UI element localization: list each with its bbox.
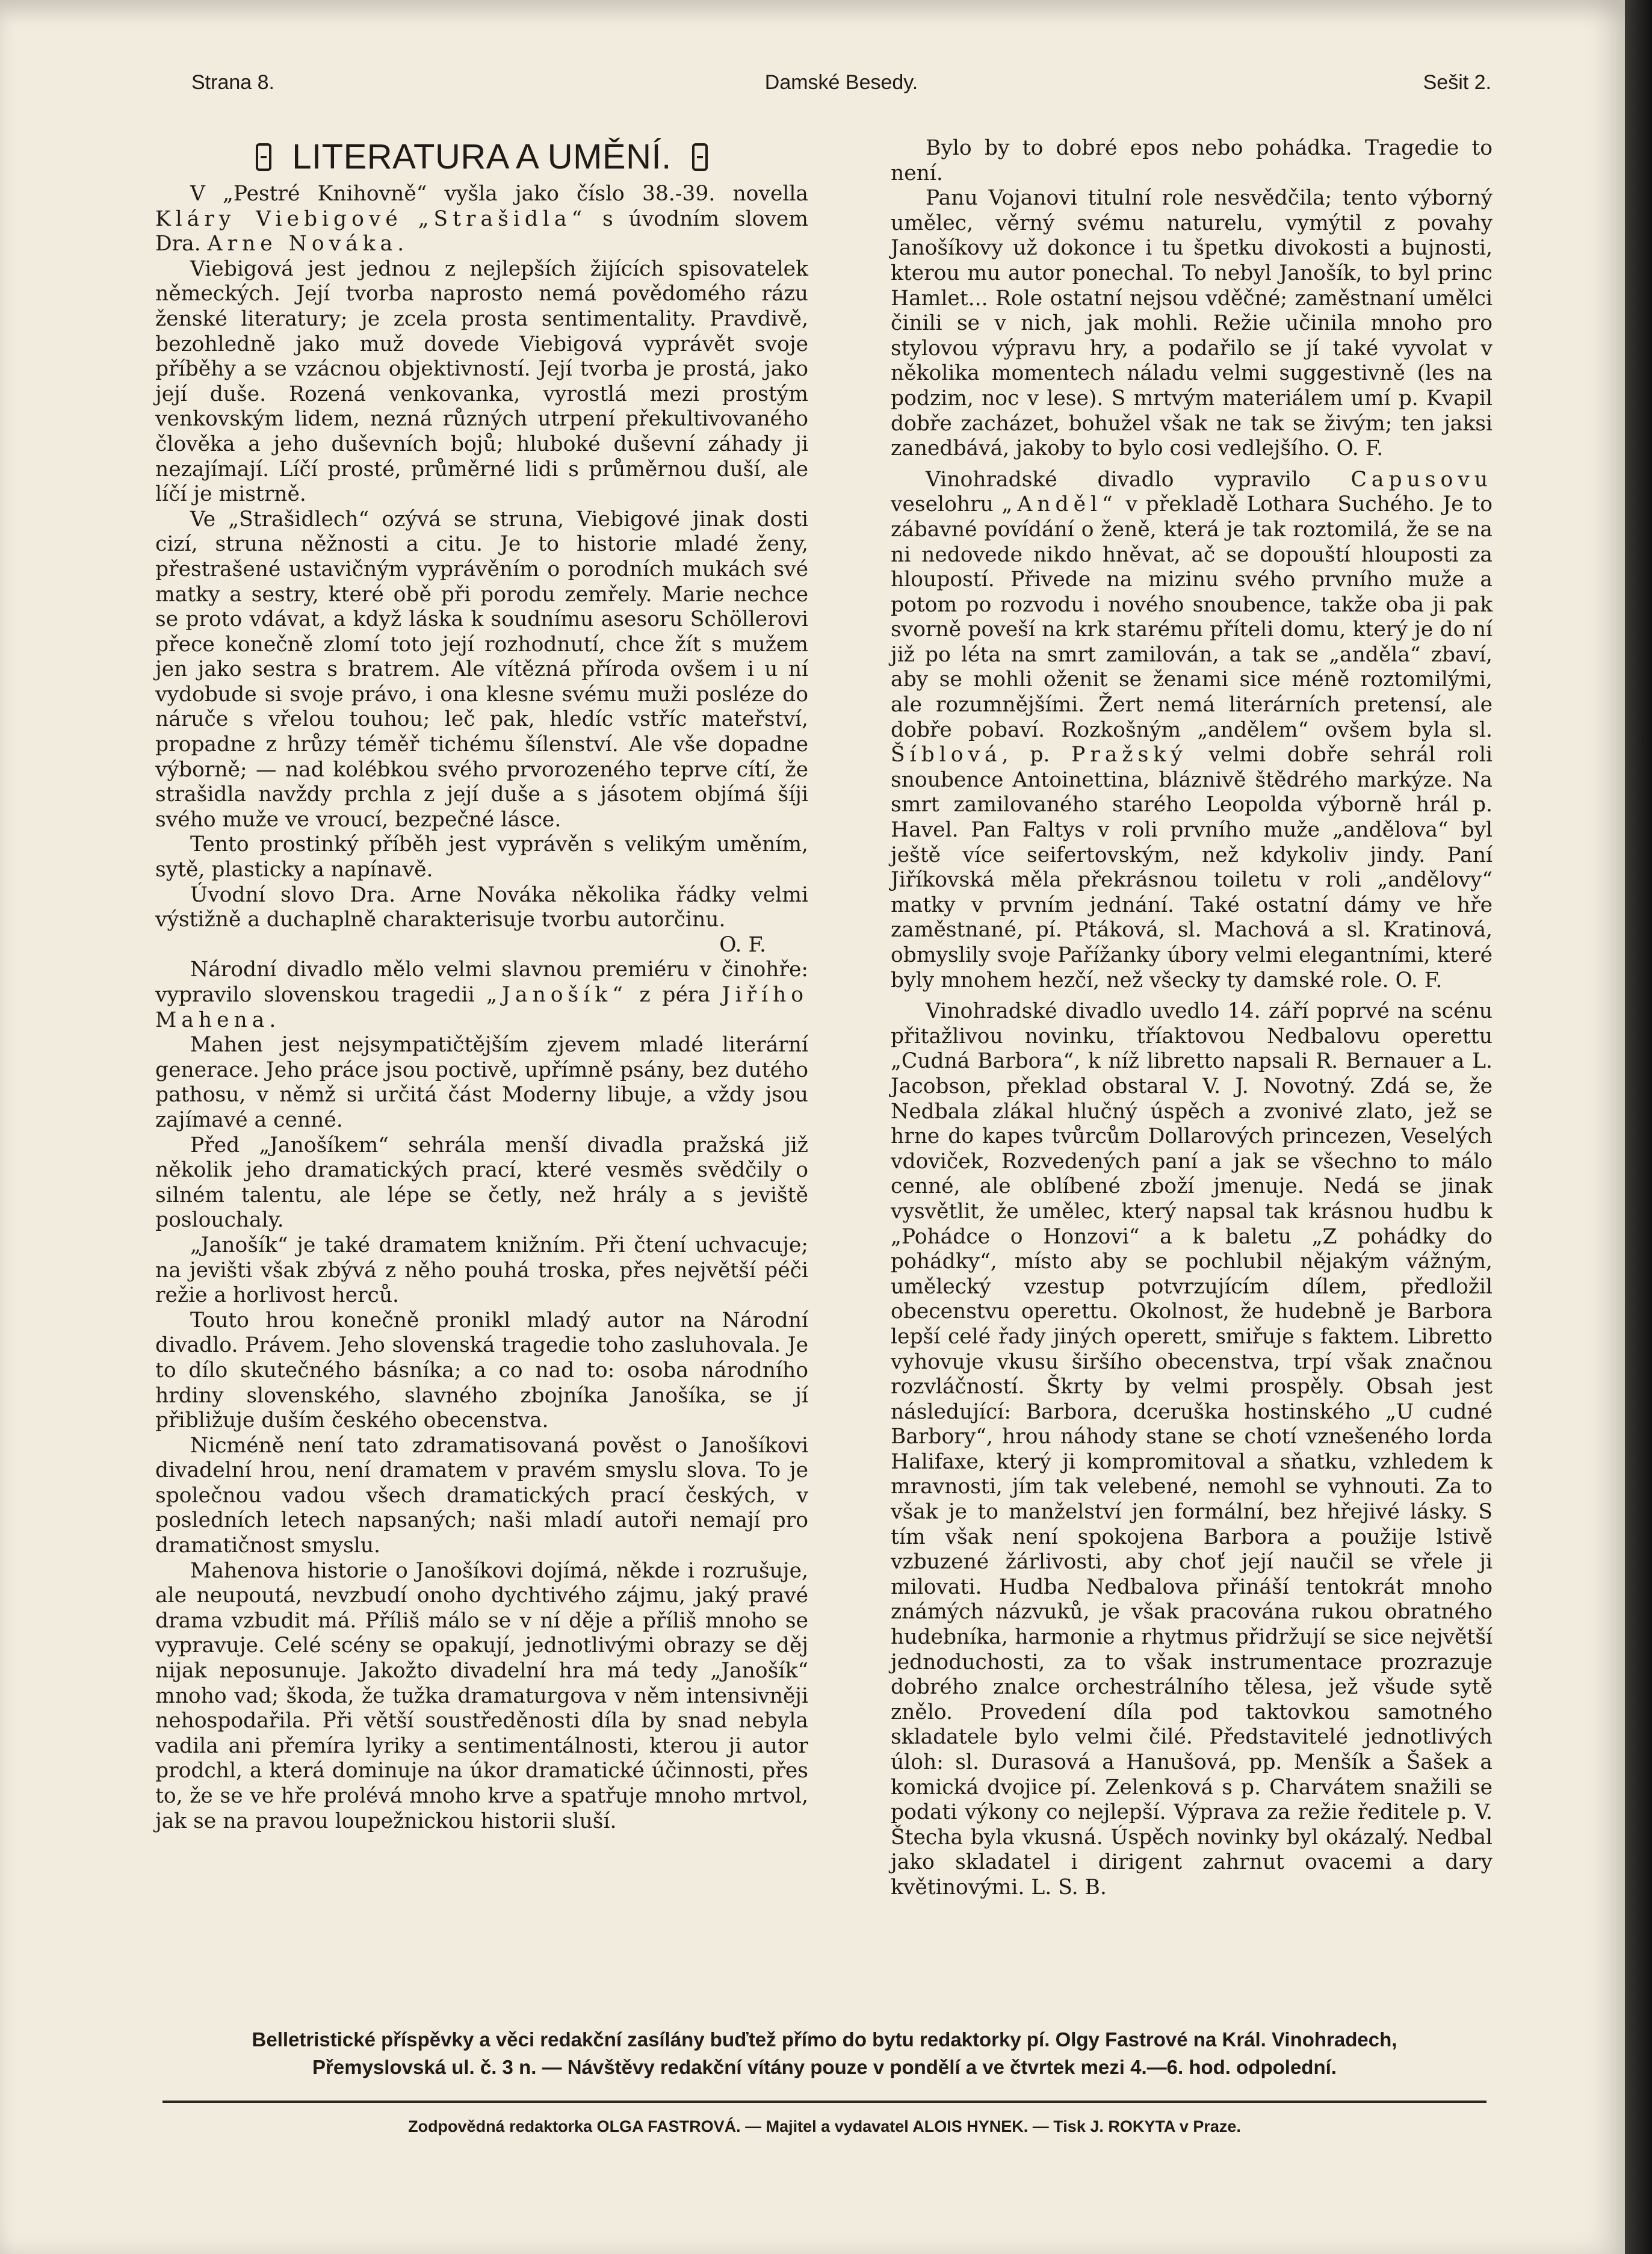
paragraph: Vinohradské divadlo uvedlo 14. září poprvé na scénu přitažlivou novinku, tříaktovou Nedbalovu operettu „Cudná Barbora“, k níž libretto napsali R. Bernauer a L. Jacobson, překlad obstaral V. J. Novotný. Zdá se, že Nedbala zlákal hlučný úspěch a zvonivé zlato, jež se hrne do kapes tvůrcům Dollarových princezen, Veselých vdoviček, Rozvedených paní a jak se všechno to málo cenné, ale oblíbené zboží jmenuje. Nedá se jinak vysvětlit, že umělec, který napsal tak krásnou hudbu k „Pohádce o Honzovi“ a k baletu „Z pohádky do pohádky“, místo aby se pochlubil nějakým vážným, umělecký vzestup potvrzujícím dílem, předložil obecenstvu operettu. Okolnost, že hudebně je Barbora lepší celé řady jiných operett, smiřuje s faktem. Libretto vyhovuje vkusu širšího obecenstva, trpí však značnou rozvláčností. Škrty by velmi prospěly. Obsah jest následující: Barbora, dceruška hostinského „U cudné Barbory“, hrou náhody stane se chotí vznešeného lorda Halifaxe, který ji kompromitoval a sňatku, vzhledem k mravnosti, jím tak velebené, nemohl se vyhnouti. Za to však je to manželství jen formální, bez hřejivé lásky. S tím však není spokojena Barbora a použije lstivě vzbuzené žárlivosti, aby choť její naučil se vřele ji milovati. Hudba Nedbalova přináší tentokrát mnoho známých názvuků, je však pracována rukou obratného hudebníka, harmonie a rhytmus přidržují se sice největší jednoduchosti, za to však instrumentace prozrazuje dobrého znalce orchestrálního tělesa, jež všude sytě znělo. Provedení díla pod taktovkou samotného skladatele bylo velmi čilé. Představitelé jednotlivých úloh: sl. Durasová a Hanušová, pp. Menšík a Šašek a komická dvojice pí. Zelenková s p. Charvátem snažili se podati výkony co nejlepší. Výprava za režie ředitele p. V. Štecha byla vkusná. Úspěch novinky byl okázalý. Nedbal jako skladatel i dirigent zahrnut ovacemi a dary květinovými. L. S. B. [891, 999, 1493, 1899]
ornament-right-icon [692, 143, 708, 171]
notice-line: Belletristické příspěvky a věci redakční zasílány buďtež přímo do bytu redaktorky pí. Olgy Fastrové na Král. Vinohradech, [252, 2028, 1397, 2051]
issue-number: Sešit 2. [1423, 71, 1491, 94]
running-header [191, 71, 1491, 107]
signature: O. F. [1395, 968, 1443, 992]
editorial-notice [162, 2026, 1486, 2081]
paragraph: Touto hrou konečně pronikl mladý autor na Národní divadlo. Právem. Jeho slovenská tragedie toho zasluhovala. Je to dílo skutečného básníka; a co nad to: osoba národního hrdiny slovenského, slavného zbojníka Janošíka, se jí přibližuje duším českého obecenstva. [155, 1308, 808, 1433]
paragraph: Vinohradské divadlo vypravilo Capusovu veselohru „Anděl“ v překladě Lothara Suchého. Je to zábavné povídání o ženě, která je tak roztomilá, že se na ni nedovede nikdo hněvat, ač se dopouští hlouposti za hloupostí. Přivede na mizinu svého prvního muže a potom po rozvodu i nového snoubence, takže oba ji pak svorně poveší na krk starému příteli domu, který je do ní již po léta na smrt zamilován, a tak se „anděla“ zbaví, aby se mohli oženit se ženami sice méně roztomilými, ale rozumnějšími. Žert nemá literárních pretensí, ale dobře pobaví. Rozkošným „andělem“ ovšem byla sl. Šíblová, p. Pražský velmi dobře sehrál roli snoubence Antoinettina, bláznivě štědrého markýze. Na smrt zamilovaného starého Leopolda výborně hrál p. Havel. Pan Faltys v roli prvního muže „andělova“ byl ještě více seifertovským, než kdykoliv jindy. Paní Jiříkovská měla překrásnou toiletu v roli „andělovy“ matky v prvním jednání. Také ostatní dámy ve hře zaměstnané, pí. Ptáková, sl. Machová a sl. Kratinová, obmyslily svoje Pařížanky úbory velmi elegantními, které byly mnohem hezčí, než všecky ty damské role. O. F. [891, 467, 1493, 992]
paragraph: Úvodní slovo Dra. Arne Nováka několika řádky velmi výstižně a duchaplně charakterisuje tvorbu autorčinu. [155, 882, 808, 932]
paragraph: Mahen jest nejsympatičtějším zjevem mladé literární generace. Jeho práce jsou poctivě, upřímně psány, bez dutého pathosu, v němž si určitá část Moderny libuje, a vždy jsou zajímavé a cenné. [155, 1033, 808, 1132]
section-title: LITERATURA A UMĚNÍ. [292, 137, 672, 177]
notice-line: Přemyslovská ul. č. 3 n. — Návštěvy redakční vítány pouze v pondělí a ve čtvrtek mezi 4.—6. hod. odpolední. [312, 2056, 1337, 2078]
book-edge [1625, 0, 1652, 2254]
paragraph: „Janošík“ je také dramatem knižním. Při čtení uchvacuje; na jevišti však zbývá z něho pouhá troska, přes největší péči režie a horlivost herců. [155, 1233, 808, 1308]
ornament-left-icon [256, 143, 271, 171]
signature: O. F. [719, 932, 766, 957]
paragraph: Tento prostinký příběh jest vyprávěn s velikým uměním, sytě, plasticky a napínavě. [155, 832, 808, 882]
paragraph: Viebigová jest jednou z nejlepších žijících spisovatelek německých. Její tvorba naprosto nemá povědomého rázu ženské literatury; je zcela prosta sentimentality. Pravdivě, bezohledně jako muž dovede Viebigová vyprávět svoje příběhy a se vzácnou objektivností. Její tvorba je prostá, jako její duše. Rozená venkovanka, vyrostlá mezi prostým venkovským lidem, nezná různých utrpení překultivovaného člověka a jeho duševních bojů; hluboké duševní záhady ji nezajímají. Líčí prosté, průměrné lidi s průměrnou duší, ale líčí je mistrně. [155, 256, 808, 507]
right-column [891, 136, 1493, 1901]
paragraph: Nicméně není tato zdramatisovaná pověst o Janošíkovi divadelní hrou, není dramatem v pravém smyslu slova. To je společnou vadou všech dramatických prací českých, v posledních letech napsaných; naši mladí autoři nemají pro dramatičnost smyslu. [155, 1433, 808, 1558]
paragraph: Před „Janošíkem“ sehrála menší divadla pražská již několik jeho dramatických prací, které vesměs svědčily o silném talentu, ale lépe se četly, než hrály a s jeviště poslouchaly. [155, 1133, 808, 1233]
paragraph: Bylo by to dobré epos nebo pohádka. Tragedie to není. [891, 136, 1493, 185]
paragraph: Mahenova historie o Janošíkovi dojímá, někde i rozrušuje, ale neupoutá, nevzbudí onoho dychtivého zájmu, jaký pravé drama vzbudit má. Příliš málo se v ní děje a příliš mnoho se vypravuje. Celé scény se opakují, jednotlivými obrazy se děj nijak neposunuje. Jakožto divadelní hra má tedy „Janošík“ mnoho vad; škoda, že tužka dramaturgova v něm intensivněji nehospodařila. Při větší soustředěnosti díla by snad nebyla vadila ani přemíra lyriky a sentimentálnosti, kterou ji autor prodchl, a která dominuje na úkor dramatické účinnosti, přes to, že se ve hře prolévá mnoho krve a spatřuje mnoho mrtvol, jak se na pravou loupežnickou historii sluší. [155, 1558, 808, 1833]
divider [162, 2101, 1486, 2103]
signature: L. S. B. [1031, 1875, 1107, 1899]
page-number: Strana 8. [191, 71, 274, 94]
journal-title: Damské Besedy. [764, 71, 918, 94]
signature: O. F. [1336, 436, 1384, 461]
imprint: Zodpovědná redaktorka OLGA FASTROVÁ. — Majitel a vydavatel ALOIS HYNEK. — Tisk J. ROKYTA v Praze. [408, 2117, 1241, 2135]
section-heading [155, 136, 808, 178]
paragraph: V „Pestré Knihovně“ vyšla jako číslo 38.-39. novella Kláry Viebigové „Strašidla“ s úvodním slovem Dra. Arne Nováka. [155, 182, 808, 256]
paragraph: Panu Vojanovi titulní role nesvědčila; tento výborný umělec, věrný svému naturelu, vymýtil z povahy Janošíkovy už dokonce i tu špetku divokosti a bujnosti, kterou mu autor ponechal. To nebyl Janošík, to byl princ Hamlet... Role ostatní nejsou vděčné; zaměstnaní umělci činili se v nich, jak mohli. Režie učinila mnoho pro stylovou výpravu hry, a podařilo se jí také vyvolat v několika momentech náladu velmi suggestivně (les na podzim, noc v lese). S mrtvým materiálem umí p. Kvapil dobře zacházet, bohužel však ne tak se živým; ten jaksi zanedbává, jakoby to bylo cosi vedlejšího. O. F. [891, 186, 1493, 461]
left-column [155, 136, 808, 1834]
paragraph: Národní divadlo mělo velmi slavnou premiéru v činohře: vypravilo slovenskou tragedii „Janošík“ z péra Jiřího Mahena. [155, 958, 808, 1032]
paragraph: Ve „Strašidlech“ ozývá se struna, Viebigové jinak dosti cizí, struna něžnosti a citu. Je to historie mladé ženy, přestrašené ustavičným vyprávěním o porodních mukách své matky a sestry, které obě při porodu zemřely. Marie nechce se proto vdávat, a když láska k soudnímu asesoru Schöllerovi přece konečně zlomí toto její rozhodnutí, chce žít s mužem jen jako sestra s bratrem. Ale vítězná příroda ovšem i u ní vydobude si svoje právo, i ona klesne svému muži posléze do náruče s vřelou touhou; leč pak, hledíc vstříc mateřství, propadne z hrůzy téměř tichému šílenství. Ale vše dopadne výborně; — nad kolébkou svého prvorozeného teprve cítí, že strašidla navždy prchla z její duše a s jásotem objímá šíji svého muže ve vroucí, bezpečné lásce. [155, 507, 808, 832]
